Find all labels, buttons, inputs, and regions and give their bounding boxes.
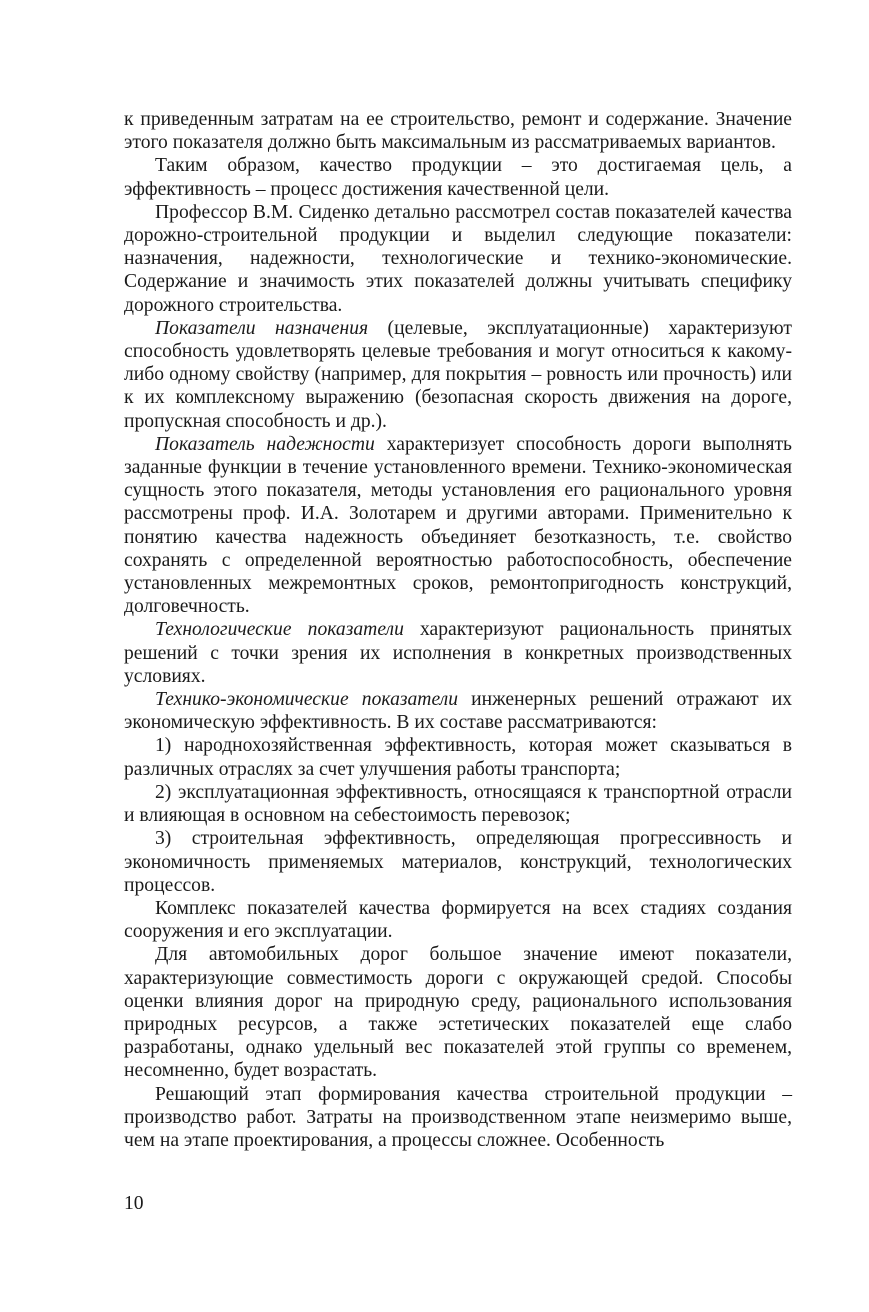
italic-term: Показатель надежности [155, 433, 375, 455]
paragraph: Профессор В.М. Сиденко детально рассмотрел состав показателей качества дорожно-строительной продукции и выделил следующие показатели: назначения, надежности, технологические и технико-экономические. Содержание и значимость этих показателей должны учитывать специфику дорожного строительства. [124, 201, 792, 316]
list-item: 2) эксплуатационная эффективность, относящаяся к транспортной отрасли и влияющая в основном на себестоимость перевозок; [124, 781, 792, 827]
list-item: 3) строительная эффективность, определяющая прогрессивность и экономичность применяемых материалов, конструкций, технологических процессов. [124, 828, 792, 896]
paragraph: Технологические показатели характеризуют рациональность принятых решений с точки зрения их исполнения в конкретных производственных условиях. [124, 619, 792, 687]
body-text [124, 108, 792, 1152]
italic-term: Технологические показатели [155, 619, 404, 641]
paragraph: Решающий этап формирования качества строительной продукции – производство работ. Затраты на производственном этапе неизмеримо выше, чем на этапе проектирования, а процессы сложнее. Особенность [124, 1083, 792, 1151]
italic-term: Технико-экономические показатели [155, 689, 459, 711]
paragraph: Технико-экономические показатели инженерных решений отражают их экономическую эффективность. В их составе рассматриваются: [124, 689, 792, 734]
paragraph: Таким образом, качество продукции – это достигаемая цель, а эффективность – процесс достижения качественной цели. [124, 155, 792, 200]
paragraph: Показатели назначения (целевые, эксплуатационные) характеризуют способность удовлетворять целевые требования и могут относиться к какому-либо одному свойству (например, для покрытия – ровность или прочность) или к их комплексному выражению (безопасная скорость движения на дороге, пропускная способность и др.). [124, 317, 792, 432]
paragraph: Показатель надежности характеризует способность дороги выполнять заданные функции в течение установленного времени. Технико-экономическая сущность этого показателя, методы установления его рационального уровня рассмотрены проф. И.А. Золотарем и другими авторами. Применительно к понятию качества надежность объединяет безотказность, т.е. свойство сохранять с определенной вероятностью работоспособность, обеспечение установленных межремонтных сроков, ремонтопригодность конструкций, долговечность. [124, 433, 792, 618]
italic-term: Показатели назначения [155, 317, 369, 339]
paragraph: Для автомобильных дорог большое значение имеют показатели, характеризующие совместимость дороги с окружающей средой. Способы оценки влияния дорог на природную среду, рационального использования природных ресурсов, а также эстетических показателей еще слабо разработаны, однако удельный вес показателей этой группы со временем, несомненно, будет возрастать. [124, 944, 792, 1082]
paragraph: к приведенным затратам на ее строительство, ремонт и содержание. Значение этого показателя должно быть максимальным из рассматриваемых вариантов. [124, 109, 792, 154]
paragraph: Комплекс показателей качества формируется на всех стадиях создания сооружения и его эксплуатации. [124, 897, 792, 943]
list-item: 1) народнохозяйственная эффективность, которая может сказываться в различных отраслях за счет улучшения работы транспорта; [124, 735, 792, 780]
page-number: 10 [124, 1193, 144, 1214]
